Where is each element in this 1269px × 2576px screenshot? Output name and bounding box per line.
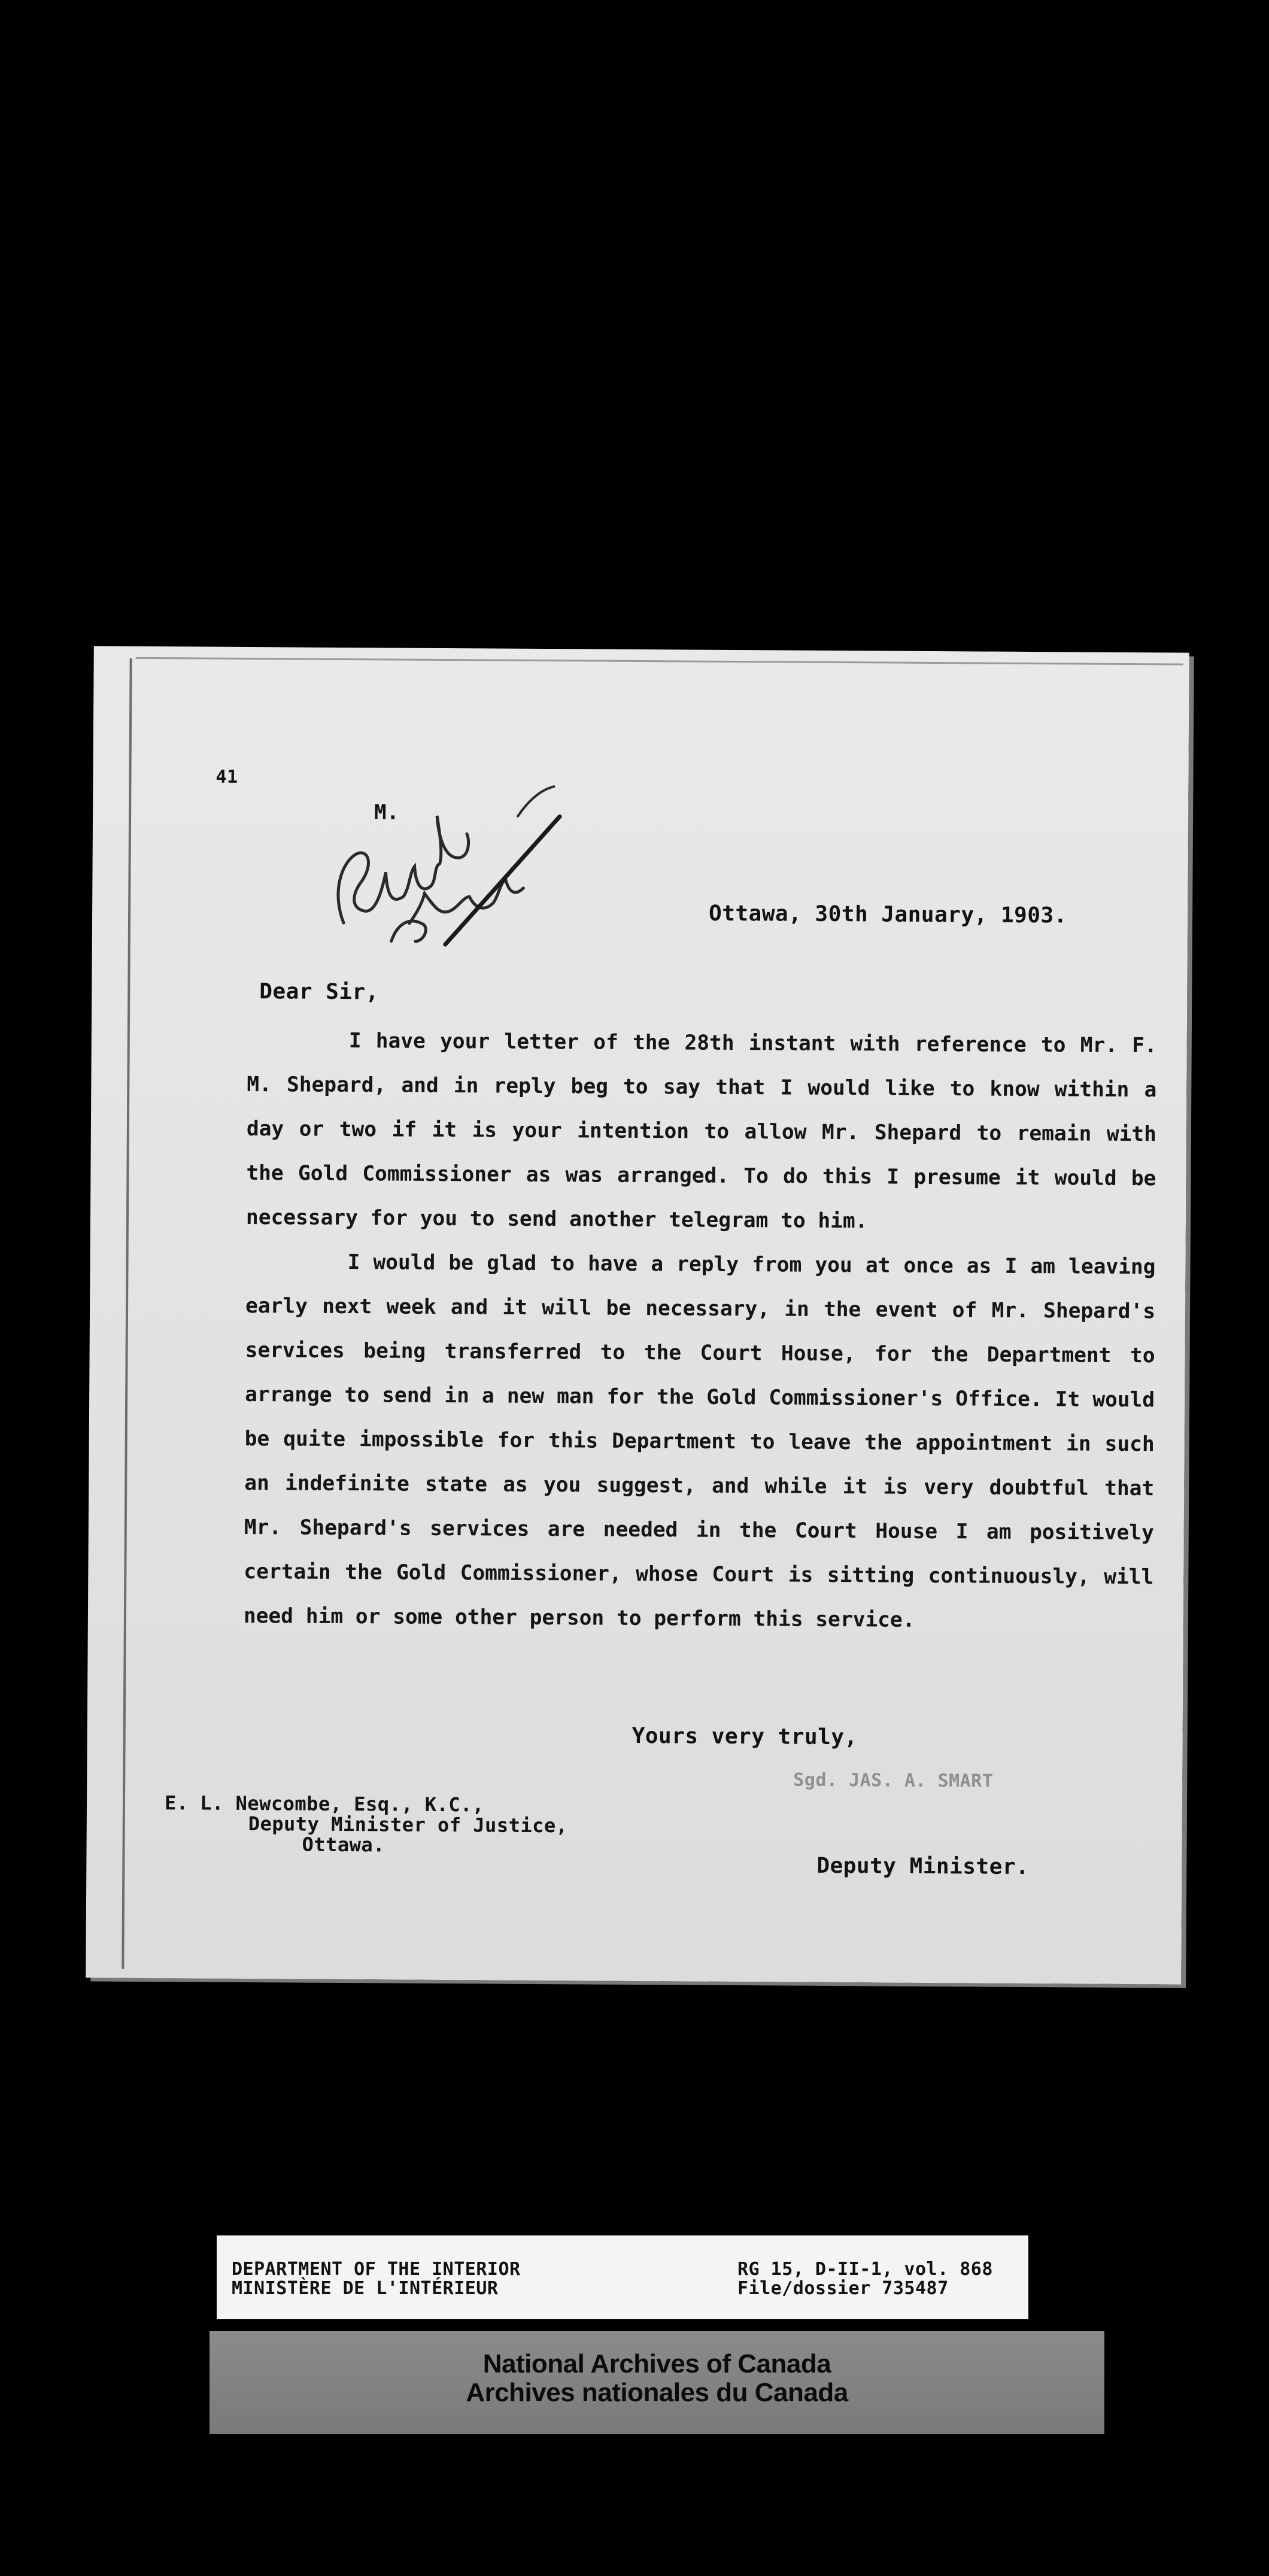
archive-reference-strip xyxy=(217,2235,1028,2319)
archive-name-french: Archives nationales du Canada xyxy=(466,2378,848,2407)
recipient-title: Deputy Minister of Justice, xyxy=(248,1812,568,1837)
salutation: Dear Sir, xyxy=(259,979,379,1005)
signatory-title: Deputy Minister. xyxy=(816,1853,1030,1880)
archive-banner xyxy=(210,2331,1104,2434)
department-english: DEPARTMENT OF THE INTERIOR xyxy=(232,2259,521,2280)
handwritten-note xyxy=(320,743,572,949)
recipient-block xyxy=(164,1793,567,1856)
paragraph-2: I would be glad to have a reply from you at once as I am leaving early next week and it will be necessary, in the event of Mr. Shepard's services being transferred to the Court House, for the Department to arrange to send in a new man for the Gold Commissioner's Office. It would be quite impossible for this Department to leave the appointment in such an indefinite state as you suggest, and while it is very doubtful that Mr. Shepard's services are needed in the Court House I am positively certain the Gold Commissioner, whose Court is sitting continuously, will need him or some other person to perform this service. xyxy=(243,1250,1156,1632)
letter-sheet xyxy=(86,646,1189,1984)
archive-name-english: National Archives of Canada xyxy=(482,2349,831,2378)
paragraph-1: I have your letter of the 28th instant with reference to Mr. F. M. Shepard, and in reply beg to say that I would like to know within a day or two if it is your intention to allow Mr. Shepard to remain with the Gold Commissioner as was arranged. To do this I presume it would be necessary for you to send another telegram to him. xyxy=(245,1029,1157,1234)
initial-mark: M. xyxy=(374,800,400,825)
file-mark: 41 xyxy=(215,766,238,788)
rg-reference: RG 15, D-II-1, vol. 868 xyxy=(737,2259,993,2280)
recipient-city: Ottawa. xyxy=(302,1833,385,1857)
closing: Yours very truly, xyxy=(632,1723,858,1750)
letter-body xyxy=(244,1018,1157,1644)
sheet-edge xyxy=(136,657,1183,666)
department-french: MINISTÈRE DE L'INTÉRIEUR xyxy=(232,2278,499,2299)
recipient-name: E. L. Newcombe, Esq., K.C., xyxy=(164,1791,484,1816)
file-reference: File/dossier 735487 xyxy=(737,2278,949,2299)
signature-stamp: Sgd. JAS. A. SMART xyxy=(793,1769,994,1792)
date-line: Ottawa, 30th January, 1903. xyxy=(708,901,1067,928)
